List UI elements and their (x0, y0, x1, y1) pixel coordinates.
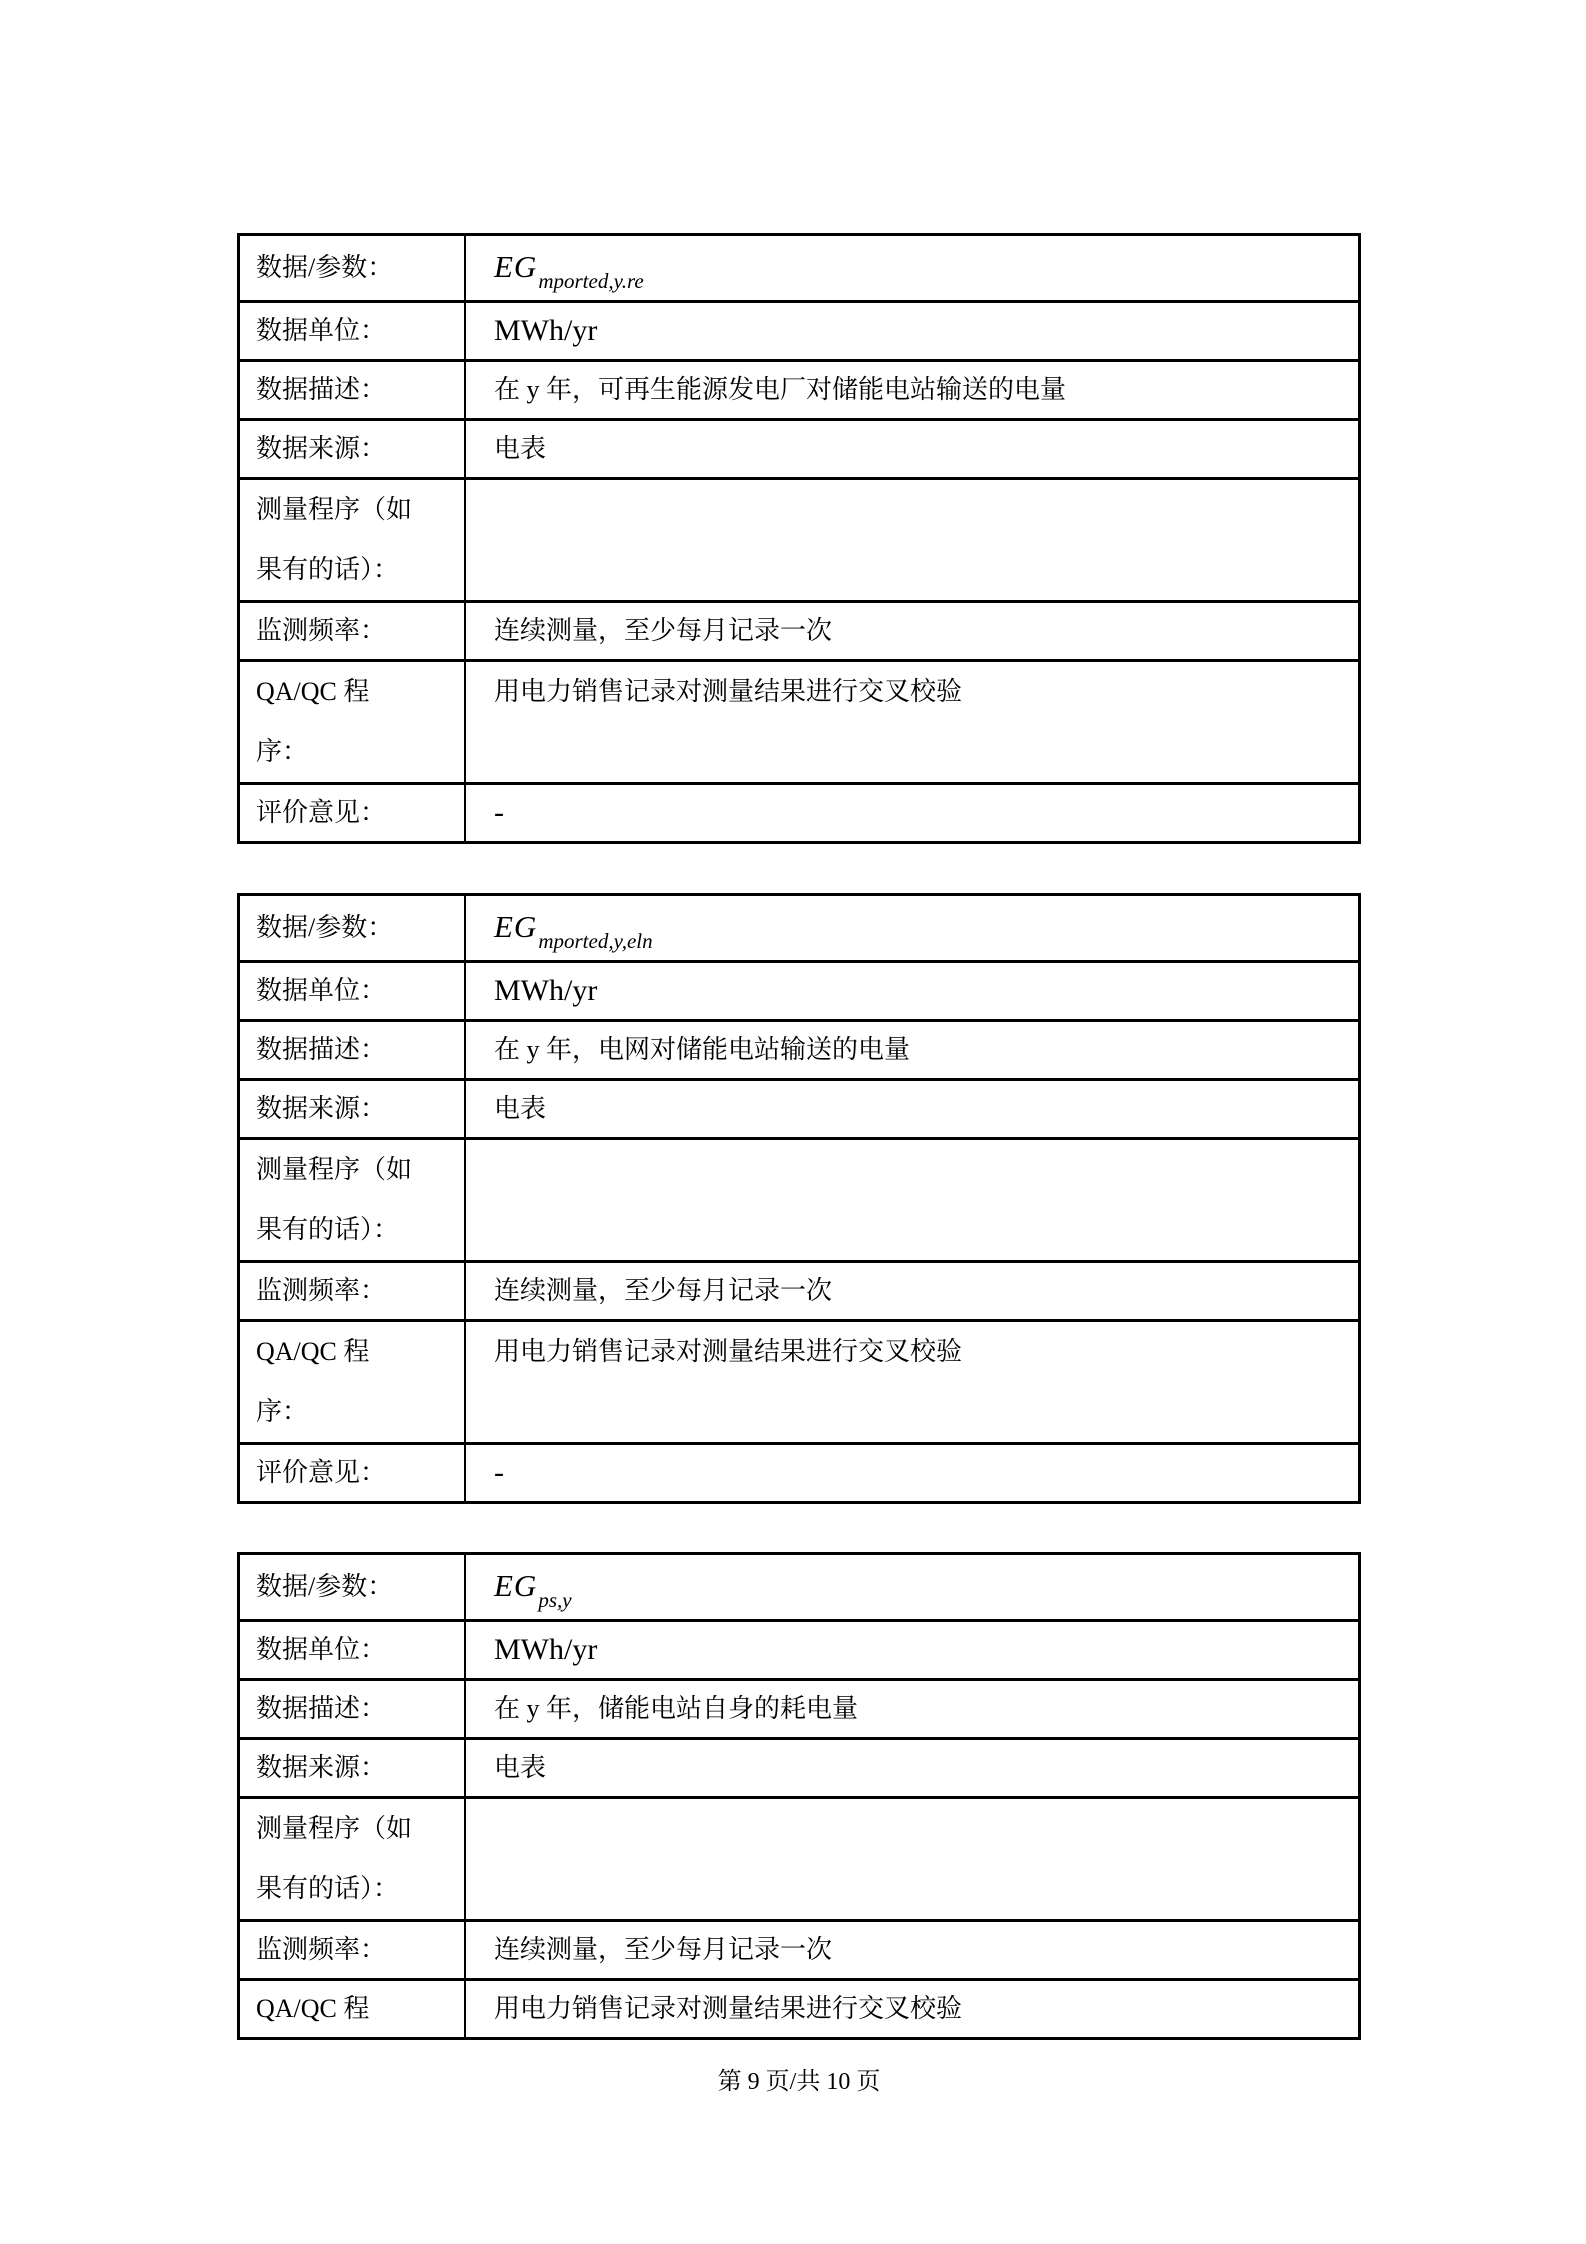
row-label (240, 1322, 466, 1442)
row-label (240, 662, 466, 782)
parameter-table-1 (237, 233, 1361, 844)
table-row (240, 1137, 1358, 1260)
row-value-text: 用电力销售记录对测量结果进行交叉校验 (494, 1994, 963, 2023)
parameter-symbol-main: EG (494, 248, 538, 284)
table-row (240, 1919, 1358, 1978)
row-value (466, 1263, 1358, 1319)
row-label (240, 303, 466, 359)
row-value-text: 连续测量，至少每月记录一次 (494, 1276, 833, 1305)
table-row (240, 300, 1358, 359)
row-label (240, 1740, 466, 1796)
row-label (240, 480, 466, 600)
table-row (240, 600, 1358, 659)
row-label-line: 数据描述： (256, 1694, 387, 1723)
row-label (240, 896, 466, 960)
row-label (240, 785, 466, 841)
table-row (240, 477, 1358, 600)
parameter-table-3 (237, 1552, 1361, 2040)
row-label-line: 序： (256, 737, 309, 766)
row-value-text: 在 y 年，储能电站自身的耗电量 (494, 1694, 859, 1723)
table-row (240, 1678, 1358, 1737)
row-label (240, 362, 466, 418)
table-row (240, 1260, 1358, 1319)
row-label-line: 监测频率： (256, 1276, 387, 1305)
row-value (466, 963, 1358, 1019)
row-label (240, 1681, 466, 1737)
row-value-text: MWh/yr (494, 1633, 598, 1666)
row-label-line: 数据/参数： (256, 913, 394, 942)
table-row (240, 359, 1358, 418)
row-value (466, 421, 1358, 477)
row-label (240, 1799, 466, 1919)
row-value (466, 1981, 1358, 2037)
row-value (466, 1022, 1358, 1078)
row-value (466, 1799, 1358, 1919)
row-value-text: 在 y 年，电网对储能电站输送的电量 (494, 1035, 911, 1064)
row-value (466, 480, 1358, 600)
table-row (240, 236, 1358, 300)
row-value-text: 电表 (494, 434, 547, 463)
row-label (240, 603, 466, 659)
row-label-line: 数据描述： (256, 1035, 387, 1064)
table-row (240, 1978, 1358, 2037)
row-label-line: 测量程序（如 (256, 1814, 413, 1843)
table-row (240, 1019, 1358, 1078)
parameter-symbol (494, 1556, 572, 1619)
row-label-line: 测量程序（如 (256, 1155, 413, 1184)
row-value-text: 在 y 年，可再生能源发电厂对储能电站输送的电量 (494, 375, 1067, 404)
parameter-symbol-main: EG (494, 1567, 538, 1603)
parameter-symbol (494, 237, 644, 300)
row-value (466, 662, 1358, 782)
table-row (240, 1442, 1358, 1501)
row-label-line: 测量程序（如 (256, 495, 413, 524)
row-label (240, 1922, 466, 1978)
row-label-line: 数据单位： (256, 316, 387, 345)
row-label (240, 1445, 466, 1501)
parameter-symbol-main: EG (494, 908, 538, 944)
table-row (240, 1737, 1358, 1796)
row-value (466, 362, 1358, 418)
row-value-text: 用电力销售记录对测量结果进行交叉校验 (494, 1337, 963, 1366)
row-label-line: QA/QC 程 (256, 1994, 370, 2023)
row-value (466, 603, 1358, 659)
row-value (466, 785, 1358, 841)
row-value (466, 1740, 1358, 1796)
row-value-text: 连续测量，至少每月记录一次 (494, 1935, 833, 1964)
row-label (240, 963, 466, 1019)
row-label (240, 1081, 466, 1137)
row-value-text: 电表 (494, 1094, 547, 1123)
row-label-line: QA/QC 程 (256, 1337, 370, 1366)
table-row (240, 1796, 1358, 1919)
row-label (240, 421, 466, 477)
row-label (240, 1022, 466, 1078)
row-label-line: 果有的话）： (256, 1874, 400, 1903)
row-label-line: 数据来源： (256, 434, 387, 463)
row-label-line: 评价意见： (256, 798, 387, 827)
row-value-text: - (494, 796, 504, 829)
row-value-text: 连续测量，至少每月记录一次 (494, 616, 833, 645)
row-value (466, 236, 1358, 300)
row-label-line: 数据/参数： (256, 1572, 394, 1601)
row-label (240, 1140, 466, 1260)
row-label-line: 监测频率： (256, 616, 387, 645)
row-label (240, 1263, 466, 1319)
row-label-line: 评价意见： (256, 1458, 387, 1487)
table-row (240, 782, 1358, 841)
row-label-line: QA/QC 程 (256, 677, 370, 706)
row-value-text: MWh/yr (494, 974, 598, 1007)
row-value (466, 1140, 1358, 1260)
row-label-line: 果有的话）： (256, 1215, 400, 1244)
row-value (466, 1081, 1358, 1137)
parameter-symbol-subscript: mported,y,eln (538, 928, 653, 953)
row-label (240, 1555, 466, 1619)
row-label-line: 监测频率： (256, 1935, 387, 1964)
table-row (240, 1078, 1358, 1137)
table-row (240, 659, 1358, 782)
row-label-line: 数据/参数： (256, 253, 394, 282)
row-label-line: 数据单位： (256, 1635, 387, 1664)
table-row (240, 1555, 1358, 1619)
row-label (240, 1981, 466, 2037)
row-value (466, 896, 1358, 960)
row-label-line: 数据单位： (256, 976, 387, 1005)
row-label-line: 数据描述： (256, 375, 387, 404)
row-value-text: 用电力销售记录对测量结果进行交叉校验 (494, 677, 963, 706)
table-row (240, 960, 1358, 1019)
parameter-symbol (494, 897, 653, 960)
row-value (466, 1445, 1358, 1501)
row-value-text: - (494, 1456, 504, 1489)
parameter-table-2 (237, 893, 1361, 1504)
page-footer: 第 9 页/共 10 页 (717, 2069, 881, 2095)
parameter-symbol-subscript: ps,y (538, 1587, 572, 1612)
row-value (466, 1322, 1358, 1442)
row-label (240, 1622, 466, 1678)
table-row (240, 1319, 1358, 1442)
row-value (466, 1922, 1358, 1978)
row-value (466, 303, 1358, 359)
row-value-text: MWh/yr (494, 314, 598, 347)
row-value (466, 1622, 1358, 1678)
row-label (240, 236, 466, 300)
row-label-line: 数据来源： (256, 1094, 387, 1123)
row-value (466, 1681, 1358, 1737)
table-row (240, 1619, 1358, 1678)
row-label-line: 数据来源： (256, 1753, 387, 1782)
table-row (240, 418, 1358, 477)
table-row (240, 896, 1358, 960)
row-label-line: 果有的话）： (256, 555, 400, 584)
row-value-text: 电表 (494, 1753, 547, 1782)
row-value (466, 1555, 1358, 1619)
parameter-symbol-subscript: mported,y.re (538, 268, 644, 293)
row-label-line: 序： (256, 1397, 309, 1426)
